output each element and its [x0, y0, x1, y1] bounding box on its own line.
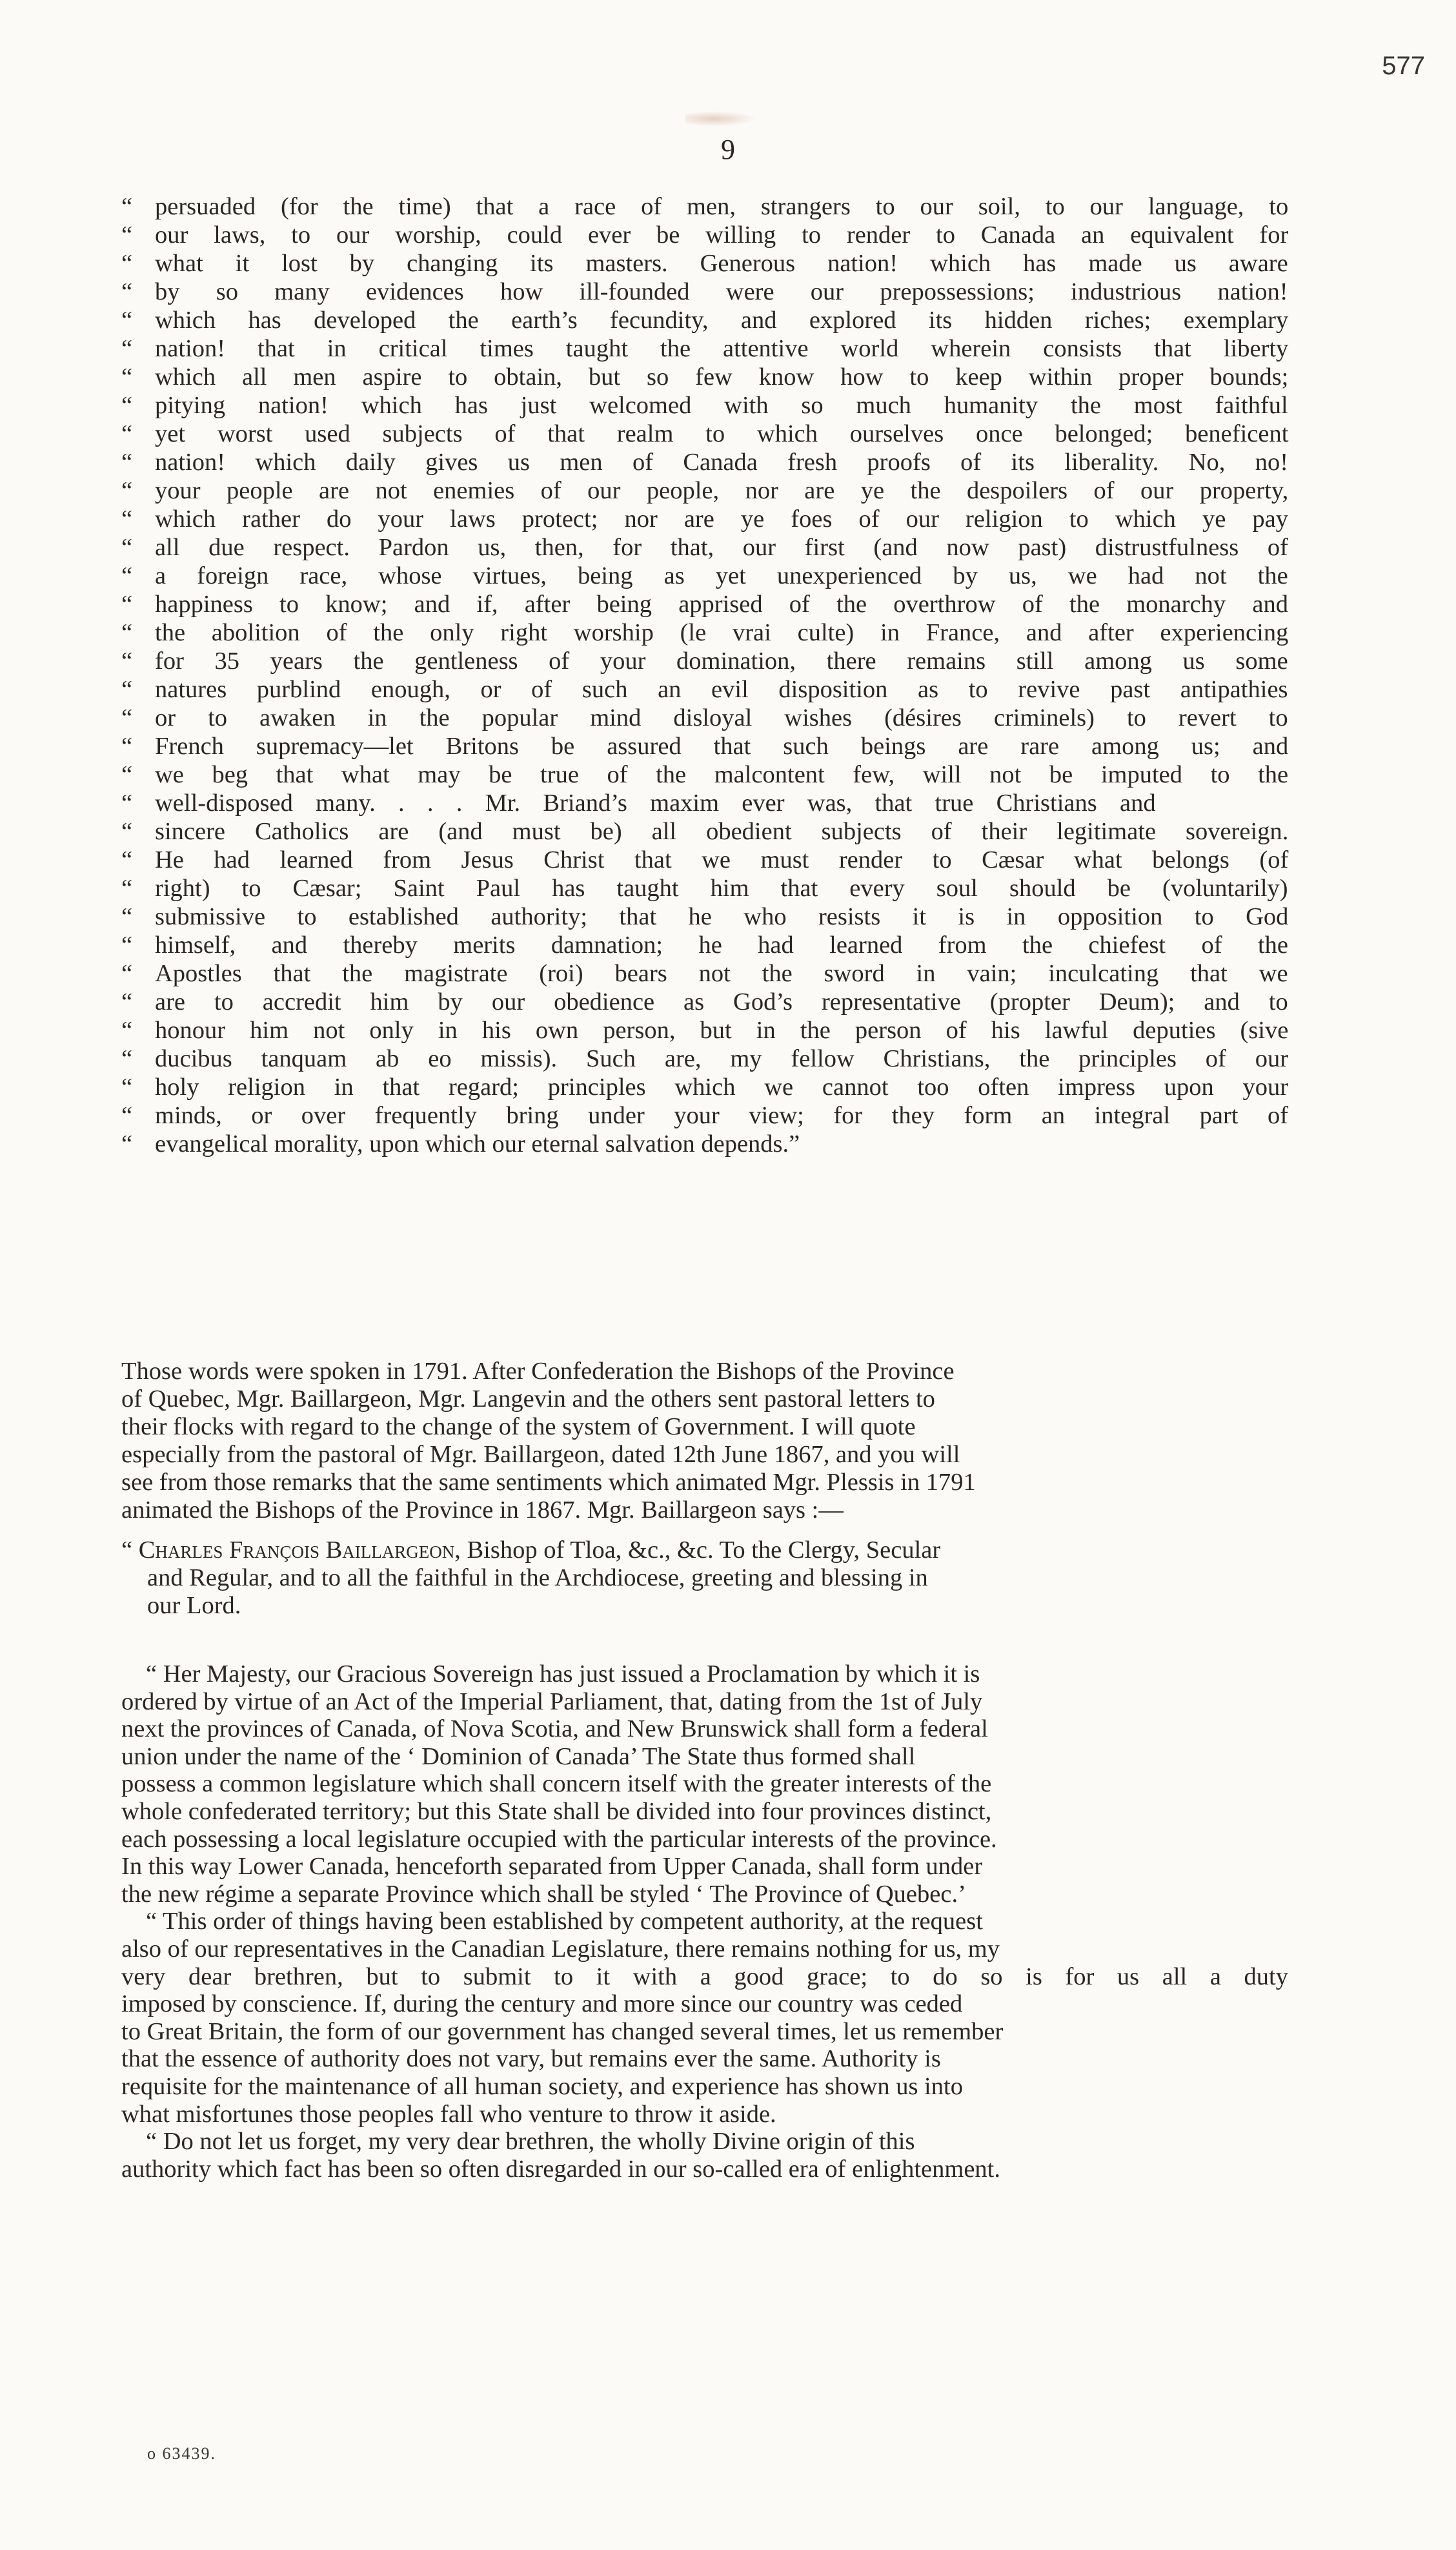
- quote-line: [121, 334, 1288, 363]
- quote-mark: “: [121, 363, 133, 391]
- quote-mark: “: [121, 534, 133, 561]
- quote-line: [121, 221, 1288, 249]
- quote-mark: “: [121, 1130, 133, 1158]
- quote-line: [121, 363, 1288, 391]
- quote-line-text: yet worst used subjects of that realm to which ourselves once belonged; beneficent: [155, 420, 1289, 447]
- quote-mark: “: [121, 818, 133, 845]
- ink-smudge: [685, 111, 756, 127]
- quote-line: [121, 533, 1288, 562]
- quote-line-text: natures purblind enough, or of such an evil disposition as to revive past antipathies: [155, 676, 1288, 703]
- quote-line: [121, 420, 1288, 448]
- quote-mark: “: [121, 193, 133, 220]
- quote-line: [121, 846, 1288, 874]
- quote-line-text: He had learned from Jesus Christ that we must render to Cæsar what belongs (of: [155, 846, 1289, 873]
- quote-line: [121, 988, 1288, 1016]
- quote-line-text: himself, and thereby merits damnation; he had learned from the chiefest of the: [155, 932, 1288, 959]
- paragraph-line: especially from the pastoral of Mgr. Baillargeon, dated 12th June 1867, and you will: [121, 1441, 960, 1468]
- quote-mark: “: [121, 790, 133, 817]
- quote-line-text: what it lost by changing its masters. Generous nation! which has made us aware: [155, 250, 1288, 277]
- letter-line: the new régime a separate Province which shall be styled ‘ The Province of Quebec.’: [121, 1880, 966, 1908]
- quote-mark: “: [121, 676, 133, 703]
- paragraph-line: animated the Bishops of the Province in 1867. Mgr. Baillargeon says :—: [121, 1496, 844, 1524]
- quote-line: [121, 306, 1288, 334]
- quote-mark: “: [121, 505, 133, 533]
- commentary-paragraph: [121, 1358, 1288, 1524]
- quote-line-text: minds, or over frequently bring under your view; for they form an integral part of: [155, 1102, 1289, 1129]
- quote-line: [121, 647, 1288, 675]
- paragraph-line: see from those remarks that the same sentiments which animated Mgr. Plessis in 1791: [121, 1469, 976, 1496]
- paragraph-line: of Quebec, Mgr. Baillargeon, Mgr. Langevin and the others sent pastoral letters to: [121, 1385, 935, 1413]
- quote-line: [121, 903, 1288, 931]
- letter-line: next the provinces of Canada, of Nova Scotia, and New Brunswick shall form a federal: [121, 1715, 988, 1743]
- quote-line: [121, 278, 1288, 306]
- quote-mark: “: [121, 846, 133, 873]
- quote-line-text: submissive to established authority; that he who resists it is in opposition to God: [155, 903, 1289, 930]
- quote-line: [121, 505, 1288, 533]
- quote-mark: “: [121, 704, 133, 731]
- quote-line-text: or to awaken in the popular mind disloyal wishes (désires criminels) to revert to: [155, 704, 1288, 731]
- letter-line: very dear brethren, but to submit to it with a good grace; to do so is for us all a duty: [121, 1963, 1288, 1990]
- quote-line-text: which has developed the earth’s fecundity, and explored its hidden riches; exemplary: [155, 307, 1289, 334]
- paragraph-line: Those words were spoken in 1791. After Confederation the Bishops of the Province: [121, 1358, 955, 1385]
- quote-line: [121, 1016, 1288, 1045]
- heading-line-rest: Bishop of Tloa, &c., &c. To the Clergy, Secular: [467, 1536, 941, 1564]
- quote-line: [121, 590, 1288, 618]
- letter-line: union under the name of the ‘ Dominion of Canada’ The State thus formed shall: [121, 1742, 916, 1770]
- quote-line-text: our laws, to our worship, could ever be willing to render to Canada an equivalent for: [155, 221, 1289, 249]
- letter-line: requisite for the maintenance of all human society, and experience has shown us into: [121, 2072, 963, 2100]
- letter-line: to Great Britain, the form of our government has changed several times, let us remember: [121, 2017, 1004, 2045]
- quote-line-text: sincere Catholics are (and must be) all obedient subjects of their legitimate sovereign.: [155, 818, 1289, 845]
- quote-line: [121, 476, 1288, 505]
- quote-mark: “: [121, 1074, 133, 1101]
- letter-line: also of our representatives in the Canadian Legislature, there remains nothing for us, my: [121, 1935, 1000, 1963]
- quote-line: [121, 1101, 1288, 1130]
- heading-line: [121, 1536, 1288, 1564]
- quote-mark: “: [121, 335, 133, 362]
- quote-mark: “: [121, 477, 133, 504]
- quote-line: [121, 391, 1288, 420]
- letter-line: In this way Lower Canada, henceforth separated from Upper Canada, shall form under: [121, 1853, 983, 1881]
- quote-mark: “: [121, 1045, 133, 1072]
- quote-mark: “: [121, 392, 133, 419]
- quote-line-text: French supremacy—let Britons be assured that such beings are rare among us; and: [155, 733, 1289, 760]
- heading-open-quote: “: [121, 1536, 133, 1564]
- quote-mark: “: [121, 250, 133, 277]
- quote-line-text: happiness to know; and if, after being apprised of the overthrow of the monarchy and: [155, 591, 1288, 618]
- pastoral-heading: [121, 1536, 1288, 1620]
- quote-mark: “: [121, 875, 133, 902]
- quote-mark: “: [121, 420, 133, 447]
- quote-line: [121, 704, 1288, 732]
- pastoral-letter-text: [121, 1660, 1288, 2183]
- quote-line-text: right) to Cæsar; Saint Paul has taught him that every soul should be (voluntarily): [155, 875, 1288, 902]
- letter-line: each possessing a local legislature occupied with the particular interests of the province.: [121, 1825, 997, 1853]
- quote-line-text: nation! that in critical times taught the attentive world wherein consists that liberty: [155, 335, 1289, 362]
- letter-line: possess a common legislature which shall concern itself with the greater interests of the: [121, 1770, 992, 1798]
- quote-mark: “: [121, 903, 133, 930]
- sheet-number: 577: [1382, 52, 1425, 80]
- quote-line-text: we beg that what may be true of the malcontent few, will not be imputed to the: [155, 761, 1289, 788]
- quote-line-text: Apostles that the magistrate (roi) bears not the sword in vain; inculcating that we: [155, 960, 1288, 987]
- quote-line-text: persuaded (for the time) that a race of men, strangers to our soil, to our language, to: [155, 193, 1289, 220]
- quote-mark: “: [121, 221, 133, 249]
- quote-line: [121, 562, 1288, 590]
- letter-line: authority which fact has been so often disregarded in our so-called era of enlightenment.: [121, 2155, 1000, 2183]
- quote-line: [121, 931, 1288, 959]
- letter-line: whole confederated territory; but this State shall be divided into four provinces distinct,: [121, 1797, 992, 1825]
- quote-line: [121, 732, 1288, 760]
- heading-line: and Regular, and to all the faithful in the Archdiocese, greeting and blessing in: [147, 1564, 928, 1591]
- letter-line: “ This order of things having been established by competent authority, at the request: [146, 1908, 983, 1935]
- quote-line-text: which all men aspire to obtain, but so few know how to keep within proper bounds;: [155, 363, 1289, 391]
- quote-line: [121, 1073, 1288, 1101]
- quote-line-text: by so many evidences how ill-founded were our prepossessions; industrious nation!: [155, 278, 1288, 305]
- letter-line: what misfortunes those peoples fall who venture to throw it aside.: [121, 2100, 776, 2128]
- quote-line: [121, 249, 1288, 278]
- quote-line: [121, 448, 1288, 476]
- heading-line: our Lord.: [147, 1592, 241, 1619]
- quote-line: [121, 874, 1288, 903]
- quote-line: [121, 1045, 1288, 1073]
- quote-line: [121, 1130, 1288, 1158]
- quote-line-text: holy religion in that regard; principles which we cannot too often impress upon your: [155, 1074, 1289, 1101]
- quote-line-text: the abolition of the only right worship (le vrai culte) in France, and after experiencing: [155, 619, 1289, 646]
- page-number: 9: [721, 134, 735, 165]
- quote-mark: “: [121, 932, 133, 959]
- quote-mark: “: [121, 1102, 133, 1129]
- letter-line: “ Her Majesty, our Gracious Sovereign has just issued a Proclamation by which it is: [146, 1660, 980, 1688]
- quote-mark: “: [121, 619, 133, 646]
- quote-line: [121, 675, 1288, 704]
- quote-mark: “: [121, 449, 133, 476]
- quote-line-text: which rather do your laws protect; nor are ye foes of our religion to which ye pay: [155, 505, 1288, 533]
- letter-line: “ Do not let us forget, my very dear brethren, the wholly Divine origin of this: [146, 2128, 915, 2156]
- quote-line-text: nation! which daily gives us men of Canada fresh proofs of its liberality. No, no!: [155, 449, 1289, 476]
- quote-mark: “: [121, 562, 133, 589]
- quote-line: [121, 618, 1288, 647]
- quote-line-text: are to accredit him by our obedience as God’s representative (propter Deum); and to: [155, 988, 1288, 1015]
- quote-mark: “: [121, 648, 133, 675]
- quote-mark: “: [121, 591, 133, 618]
- footnote-reference: o 63439.: [147, 2444, 216, 2463]
- quote-mark: “: [121, 761, 133, 788]
- quote-mark: “: [121, 988, 133, 1015]
- quote-line-text: honour him not only in his own person, but in the person of his lawful deputies (sive: [155, 1017, 1289, 1044]
- paragraph-line: their flocks with regard to the change of the system of Government. I will quote: [121, 1413, 916, 1440]
- quote-line-text: a foreign race, whose virtues, being as yet unexperienced by us, we had not the: [155, 562, 1288, 589]
- quote-line: [121, 817, 1288, 846]
- letter-line: imposed by conscience. If, during the century and more since our country was ceded: [121, 1990, 963, 2018]
- quote-line-text: evangelical morality, upon which our eternal salvation depends.”: [155, 1130, 800, 1158]
- quote-line: [121, 789, 1288, 817]
- letter-line: ordered by virtue of an Act of the Imperial Parliament, that, dating from the 1st of July: [121, 1688, 983, 1715]
- quote-line-text: well-disposed many. . . . Mr. Briand’s maxim ever was, that true Christians and: [155, 790, 1156, 817]
- quoted-passage: [121, 192, 1288, 1158]
- quote-mark: “: [121, 307, 133, 334]
- quote-line-text: for 35 years the gentleness of your domination, there remains still among us some: [155, 648, 1288, 675]
- quote-line-text: ducibus tanquam ab eo missis). Such are, my fellow Christians, the principles of our: [155, 1045, 1289, 1072]
- quote-mark: “: [121, 278, 133, 305]
- quote-line-text: all due respect. Pardon us, then, for that, our first (and now past) distrustfulness of: [155, 534, 1288, 561]
- quote-line: [121, 760, 1288, 789]
- quote-mark: “: [121, 1017, 133, 1044]
- quote-mark: “: [121, 960, 133, 987]
- quote-line: [121, 192, 1288, 221]
- bishop-name: Charles François Baillargeon,: [138, 1536, 461, 1564]
- quote-line-text: your people are not enemies of our people, nor are ye the despoilers of our property,: [155, 477, 1289, 504]
- letter-line: that the essence of authority does not vary, but remains ever the same. Authority is: [121, 2045, 941, 2073]
- quote-line-text: pitying nation! which has just welcomed with so much humanity the most faithful: [155, 392, 1288, 419]
- quote-line: [121, 959, 1288, 988]
- quote-mark: “: [121, 733, 133, 760]
